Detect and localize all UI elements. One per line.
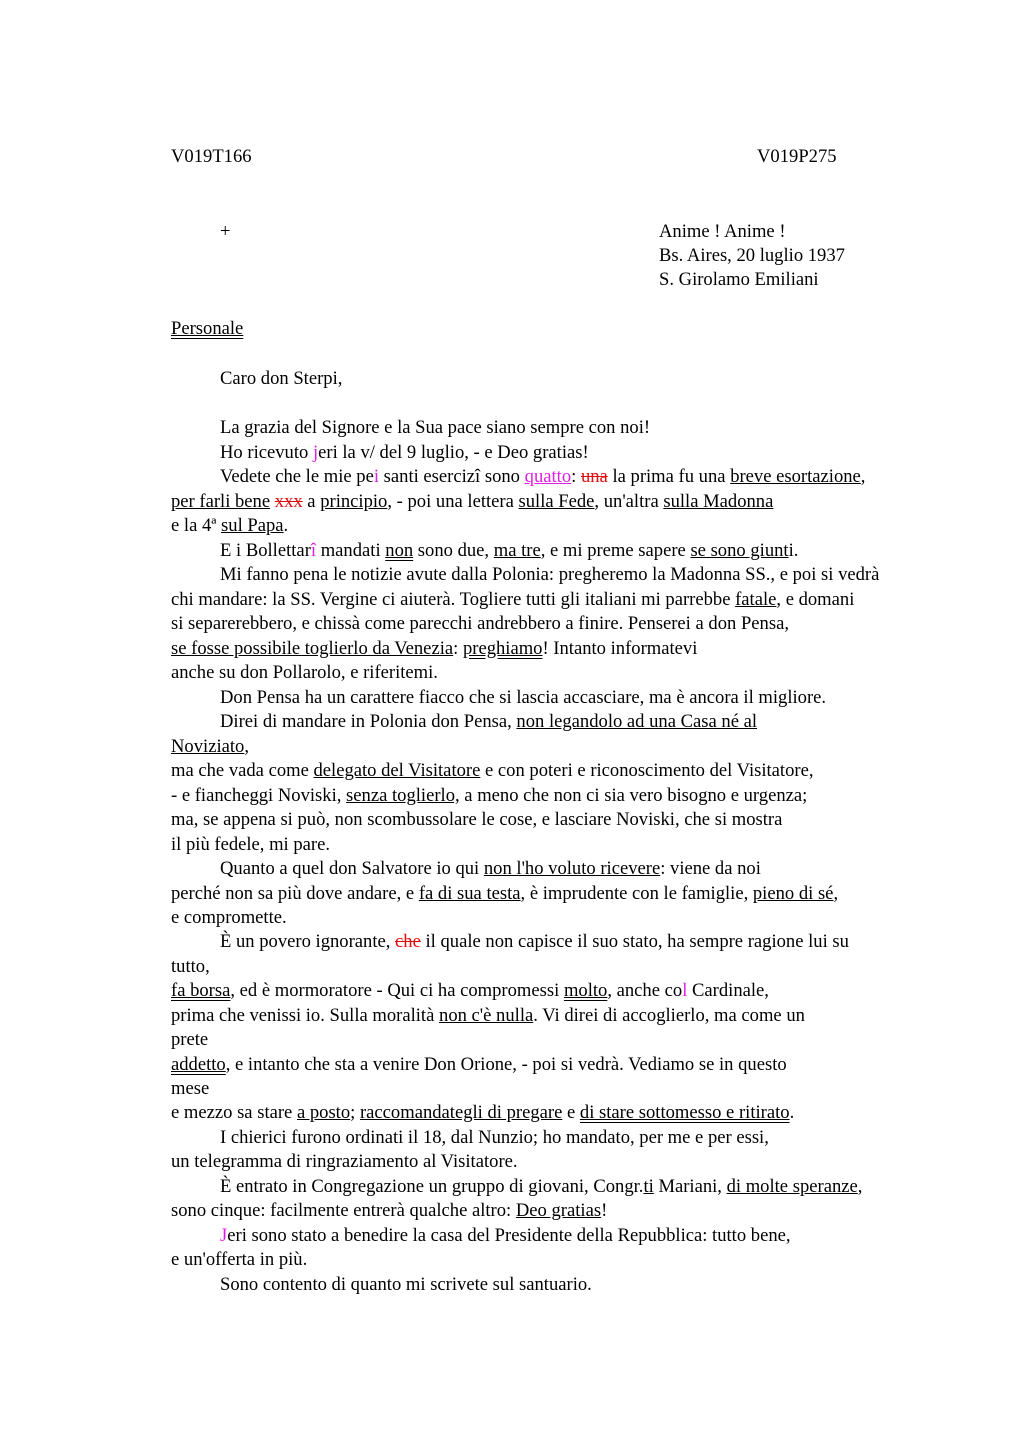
text-run: Ho ricevuto: [220, 442, 313, 463]
underlined-text: ti: [643, 1176, 654, 1197]
text-run: , è imprudente con le famiglie,: [520, 883, 753, 904]
letter-line: [171, 955, 210, 979]
underlined-text: delegato del Visitatore: [313, 760, 481, 781]
text-run: sono cinque: facilmente entrerà qualche altro:: [171, 1200, 516, 1221]
heading-line-place-date: Bs. Aires, 20 luglio 1937: [659, 245, 845, 266]
text-run: È un povero ignorante,: [220, 931, 396, 952]
inserted-text: i: [373, 466, 380, 487]
text-run: santi esercizi: [379, 466, 481, 487]
underlined-text: breve esortazione: [730, 466, 861, 487]
letter-line: [220, 465, 865, 489]
letter-line: [171, 1004, 805, 1028]
text-run: perché non sa più dove andare, e: [171, 883, 419, 904]
underlined-text: di molte speranze: [726, 1176, 858, 1197]
text-run: i.: [788, 540, 799, 561]
letter-line: [220, 710, 757, 734]
text-run: prete: [171, 1029, 209, 1050]
letter-line: [220, 539, 798, 563]
text-run: prima che venissi io. Sulla moralità: [171, 1005, 440, 1026]
text-run: !: [601, 1200, 608, 1221]
underlined-text: addetto: [171, 1054, 226, 1075]
text-run: ,: [860, 466, 866, 487]
text-run: a: [302, 491, 321, 512]
letter-line: [171, 906, 287, 930]
text-run: e un'offerta in più.: [171, 1249, 308, 1270]
heading-line-anime: Anime ! Anime !: [659, 221, 786, 242]
text-run: ,: [857, 1176, 863, 1197]
text-run: sono: [480, 466, 525, 487]
underlined-text: Deo gratias: [515, 1200, 602, 1221]
underlined-text: non: [385, 540, 414, 561]
text-run: È entrato in Congregazione un gruppo di giovani, Congr.: [220, 1176, 644, 1197]
letter-line: [171, 1150, 518, 1174]
underlined-text: fatale: [735, 589, 777, 610]
text-run: .: [789, 1102, 795, 1123]
text-run: Caro don Sterpi,: [220, 368, 343, 389]
letter-line: [220, 441, 589, 465]
text-run: e compromette.: [171, 907, 287, 928]
underlined-text: raccomandategli di pregare: [359, 1102, 563, 1123]
text-run: si separerebbero, e chissà come parecchi andrebbero a finire. Penserei a don Pensa,: [171, 613, 789, 634]
letter-line: [220, 930, 849, 954]
letter-line: [220, 367, 342, 391]
text-run: eri sono stato a benedire la casa del Presidente della Repubblica: tutto bene,: [227, 1225, 791, 1246]
text-run: ma che vada come: [171, 760, 314, 781]
letter-line: [220, 1126, 769, 1150]
underlined-text: a posto: [296, 1102, 351, 1123]
letter-line: [171, 1248, 307, 1272]
text-run: :: [453, 638, 463, 659]
letter-line: [171, 1053, 787, 1077]
underlined-text: non legandolo ad una Casa né al: [516, 711, 758, 732]
text-run: mandati: [316, 540, 386, 561]
text-run: tutto,: [171, 956, 210, 977]
underlined-text: sulla Madonna: [663, 491, 774, 512]
underlined-text: se sono giunt: [690, 540, 789, 561]
text-run: Mi fanno pena le notizie avute dalla Polonia: pregheremo la Madonna SS., e poi si vedrà: [220, 564, 880, 585]
inserted-text: l: [682, 980, 688, 1001]
letter-line: [171, 1028, 208, 1052]
text-run: il quale non capisce il suo stato, ha sempre ragione lui su: [420, 931, 849, 952]
text-run: ma, se appena si può, non scombussolare le cose, e lasciare Noviski, che si mostra: [171, 809, 783, 830]
text-run: , e intanto che sta a venire Don Orione, - poi si vedrà. Vediamo se in questo: [225, 1054, 787, 1075]
text-run: : viene da noi: [660, 858, 761, 879]
text-run: ! Intanto informatevi: [542, 638, 698, 659]
letter-line: [171, 1199, 607, 1223]
letter-line: [171, 759, 814, 783]
text-run: e mezzo sa stare: [171, 1102, 297, 1123]
letter-line: [171, 661, 438, 685]
text-run: un telegramma di ringraziamento al Visitatore.: [171, 1151, 518, 1172]
letter-line: [171, 612, 789, 636]
text-run: , - poi una lettera: [387, 491, 519, 512]
text-run: Mariani,: [653, 1176, 727, 1197]
letter-line: [171, 588, 854, 612]
text-run: e con poteri e riconoscimento del Visitatore,: [480, 760, 814, 781]
deleted-text: che: [395, 931, 421, 952]
inserted-text: quatto: [524, 466, 572, 487]
inserted-text: j: [312, 442, 319, 463]
text-run: e la 4ª: [171, 515, 222, 536]
letter-line: [220, 563, 879, 587]
text-run: la prima fu una: [607, 466, 731, 487]
text-run: I chierici furono ordinati il 18, dal Nunzio; ho mandato, per me e per essi,: [220, 1127, 769, 1148]
letter-line: [171, 808, 782, 832]
letter-line: [220, 1175, 862, 1199]
text-run: mese: [171, 1078, 210, 1099]
text-run: :: [571, 466, 581, 487]
underlined-text: sulla Fede: [518, 491, 595, 512]
letter-line: [171, 882, 838, 906]
text-run: Direi di mandare in Polonia don Pensa,: [220, 711, 517, 732]
text-run: Cardinale,: [687, 980, 769, 1001]
text-run: ;: [350, 1102, 360, 1123]
underlined-text: sul Papa: [221, 515, 284, 536]
underlined-text: senza toglierlo,: [346, 785, 460, 806]
letter-line: [171, 833, 330, 857]
letter-line: [171, 490, 773, 514]
text-run: - e fiancheggi Noviski,: [171, 785, 347, 806]
text-run: anche su don Pollarolo, e riferitemi.: [171, 662, 438, 683]
underlined-text: principio: [320, 491, 388, 512]
letter-line: [171, 784, 807, 808]
underlined-text: fa di sua testa: [418, 883, 521, 904]
document-code-left: V019T166: [171, 146, 252, 167]
letter-line: [171, 514, 288, 538]
underlined-text: non l'ho voluto ricevere: [483, 858, 661, 879]
underlined-text: per farli bene: [171, 491, 271, 512]
document-code-right: V019P275: [757, 146, 837, 167]
letter-line: [220, 686, 826, 710]
text-run: il più fedele, mi pare.: [171, 834, 331, 855]
text-run: chi mandare: la SS. Vergine ci aiuterà. Togliere tutti gli italiani mi parrebbe: [171, 589, 736, 610]
deleted-text: una: [580, 466, 608, 487]
underlined-text: Noviziato: [171, 736, 245, 757]
text-run: . Vi direi di accoglierlo, ma come un: [533, 1005, 805, 1026]
letter-line: [171, 735, 249, 759]
inserted-text: J: [220, 1225, 228, 1246]
underlined-text: di stare sottomesso e ritirato: [579, 1102, 790, 1123]
letter-line: [171, 1077, 209, 1101]
text-run: Sono contento di quanto mi scrivete sul santuario.: [220, 1274, 592, 1295]
letter-line: [220, 1273, 592, 1297]
text-run: Quanto a quel don Salvatore io qui: [220, 858, 484, 879]
underlined-text: preghiamo: [462, 638, 543, 659]
underlined-text: ma tre: [493, 540, 541, 561]
inserted-text: î: [310, 540, 317, 561]
text-run: .: [283, 515, 289, 536]
underlined-text: non c'è nulla: [439, 1005, 534, 1026]
letter-line: [171, 1101, 794, 1125]
text-run: E i Bollettar: [220, 540, 311, 561]
letter-line: [220, 1224, 791, 1248]
heading-line-saint: S. Girolamo Emiliani: [659, 269, 819, 290]
text-run: e: [562, 1102, 580, 1123]
text-run: , un'altra: [594, 491, 664, 512]
text-run: , e mi preme sapere: [540, 540, 691, 561]
text-run: ,: [833, 883, 839, 904]
letter-line: [220, 416, 650, 440]
letter-line: [171, 637, 697, 661]
text-run: ,: [244, 736, 249, 757]
text-run: eri la v/ del 9 luglio, - e Deo gratias!: [318, 442, 589, 463]
text-run: , anche co: [607, 980, 683, 1001]
text-run: , e domani: [776, 589, 855, 610]
underlined-text: pieno di sé: [752, 883, 834, 904]
underlined-text: molto: [563, 980, 608, 1001]
letter-line: [220, 857, 761, 881]
letter-line: [171, 979, 769, 1003]
text-run: Don Pensa ha un carattere fiacco che si lascia accasciare, ma è ancora il migliore.: [220, 687, 827, 708]
personale-label: Personale: [171, 318, 244, 339]
underlined-text: se fosse possibile toglierlo da Venezia: [171, 638, 454, 659]
text-run: , ed è mormoratore - Qui ci ha compromessi: [230, 980, 564, 1001]
text-run: a meno che non ci sia vero bisogno e urgenza;: [459, 785, 808, 806]
text-run: La grazia del Signore e la Sua pace siano sempre con noi!: [220, 417, 651, 438]
deleted-text: xxx: [274, 491, 303, 512]
text-run: sono due,: [413, 540, 494, 561]
text-run: Vedete che le mie pe: [220, 466, 374, 487]
underlined-text: fa borsa: [171, 980, 231, 1001]
cross-symbol: +: [220, 221, 231, 242]
